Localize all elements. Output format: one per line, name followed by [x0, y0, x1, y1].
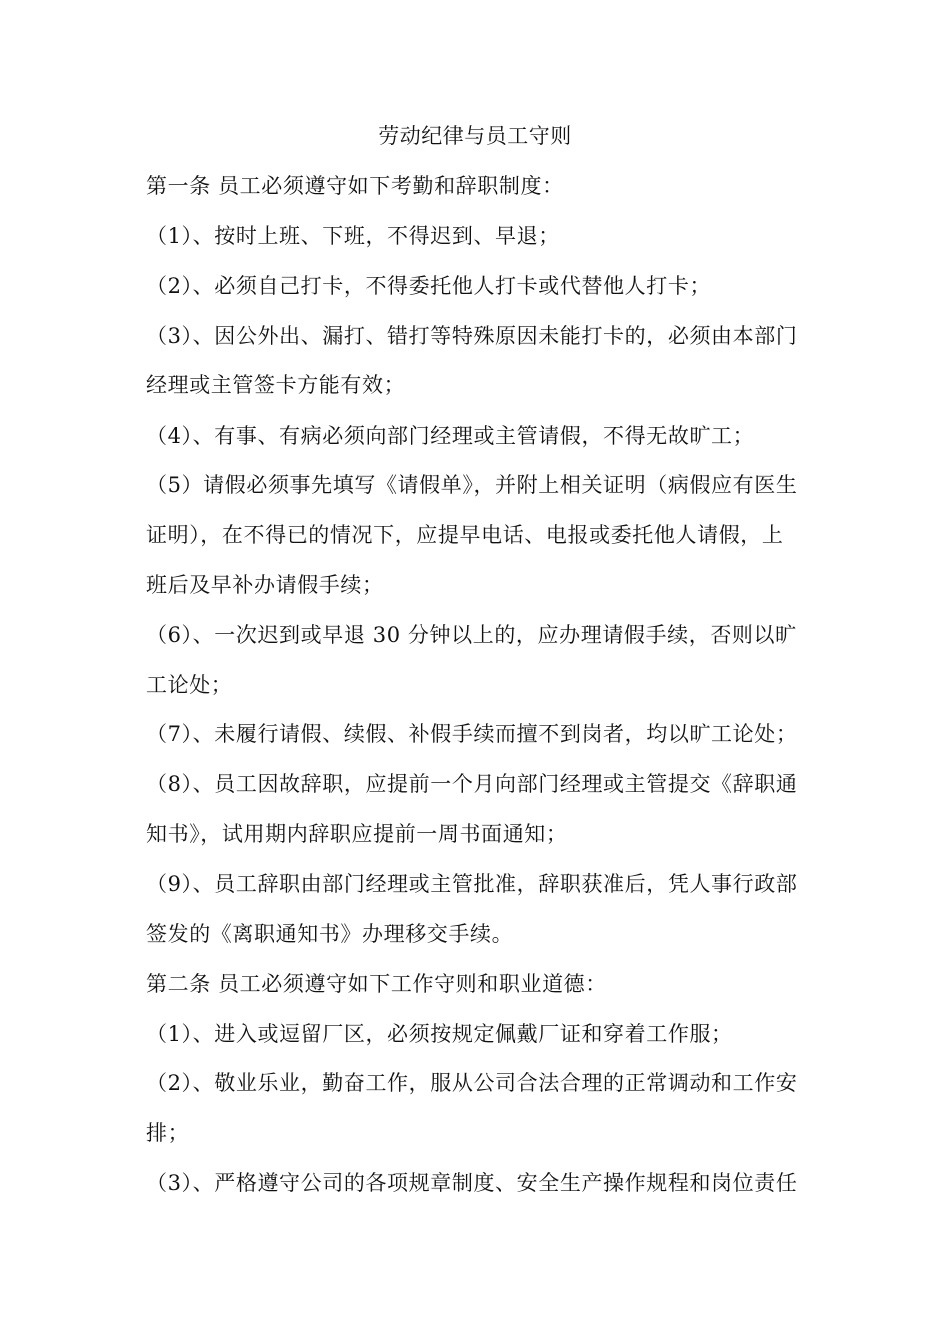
clause-line: （6）、一次迟到或早退 30 分钟以上的，应办理请假手续，否则以旷: [146, 623, 797, 647]
clause-line-continued: 经理或主管签卡方能有效；: [146, 373, 406, 397]
clause-line-continued: 证明），在不得已的情况下，应提早电话、电报或委托他人请假，上: [146, 523, 784, 547]
clause-line: （8）、员工因故辞职，应提前一个月向部门经理或主管提交《辞职通: [146, 772, 798, 796]
clause-line-continued: 班后及早补办请假手续；: [146, 573, 384, 597]
clause-line: （4）、有事、有病必须向部门经理或主管请假，不得无故旷工；: [146, 424, 755, 448]
clause-line: （7）、未履行请假、续假、补假手续而擅不到岗者，均以旷工论处；: [146, 722, 798, 746]
article-heading: 第二条 员工必须遵守如下工作守则和职业道德：: [146, 972, 607, 996]
clause-line: （2）、敬业乐业，勤奋工作，服从公司合法合理的正常调动和工作安: [146, 1071, 798, 1095]
clause-line: （2）、必须自己打卡，不得委托他人打卡或代替他人打卡；: [146, 274, 712, 298]
clause-line-continued: 签发的《离职通知书》办理移交手续。: [146, 922, 514, 946]
clause-line: （9）、员工辞职由部门经理或主管批准，辞职获准后，凭人事行政部: [146, 872, 798, 896]
document-title: 劳动纪律与员工守则: [378, 124, 572, 148]
clause-line: （1）、进入或逗留厂区，必须按规定佩戴厂证和穿着工作服；: [146, 1022, 733, 1046]
clause-line: （5）请假必须事先填写《请假单》，并附上相关证明（病假应有医生: [146, 473, 798, 497]
clause-line: （3）、因公外出、漏打、错打等特殊原因未能打卡的，必须由本部门: [146, 324, 798, 348]
clause-line-continued: 工论处；: [146, 673, 233, 697]
clause-line: （1）、按时上班、下班，不得迟到、早退；: [146, 224, 560, 248]
clause-line-continued: 知书》，试用期内辞职应提前一周书面通知；: [146, 822, 568, 846]
article-heading: 第一条 员工必须遵守如下考勤和辞职制度：: [146, 174, 564, 198]
clause-line-continued: 排；: [146, 1121, 190, 1145]
clause-line: （3）、严格遵守公司的各项规章制度、安全生产操作规程和岗位责任: [146, 1171, 798, 1195]
